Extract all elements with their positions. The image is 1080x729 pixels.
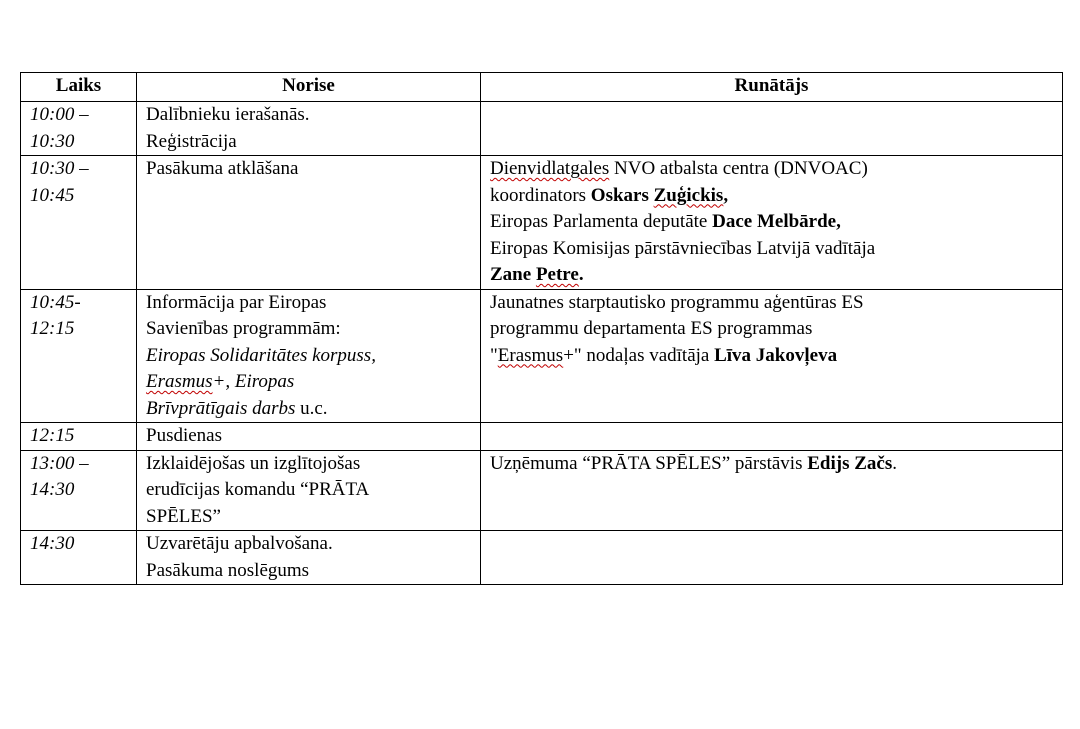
event-line: Uzvarētāju apbalvošana.: [146, 533, 333, 554]
event-cell: [137, 102, 481, 156]
event-line: Pasākuma atklāšana: [146, 158, 299, 179]
time-line: 10:45: [30, 184, 75, 206]
spellcheck-word: Erasmus: [497, 344, 564, 366]
speaker-cell: [481, 531, 1063, 585]
event-line: Pasākuma noslēgums: [146, 559, 310, 581]
time-line: 10:00 –: [30, 104, 89, 125]
time-line: 10:30: [30, 130, 75, 152]
event-line: SPĒLES”: [146, 505, 221, 527]
speaker-line: Jaunatnes starptautisko programmu aģentūras ES: [490, 291, 864, 313]
event-cell: [137, 531, 481, 585]
speaker-cell: [481, 156, 1063, 290]
agenda-table: [20, 72, 1063, 585]
speaker-line: programmu departamenta ES programmas: [490, 318, 813, 339]
speaker-line: Dienvidlatgales NVO atbalsta centra (DNVOAC): [490, 158, 868, 179]
spellcheck-word: Zuģickis: [653, 184, 724, 206]
time-line: 13:00 –: [30, 452, 89, 474]
speaker-line: Eiropas Parlamenta deputāte Dace Melbārde,: [490, 211, 841, 232]
event-cell: [137, 156, 481, 290]
event-cell: [137, 289, 481, 423]
speaker-cell: [481, 289, 1063, 423]
time-line: 14:30: [30, 479, 75, 500]
speaker-cell: [481, 102, 1063, 156]
speaker-line: Eiropas Komisijas pārstāvniecības Latvijā vadītāja: [490, 237, 876, 259]
event-cell: [137, 423, 481, 451]
event-line: Informācija par Eiropas: [146, 291, 327, 313]
time-cell: [21, 531, 137, 585]
time-line: 10:45-: [30, 291, 81, 313]
table-row: [21, 531, 1063, 585]
table-header-row: [21, 73, 1063, 102]
table-row: [21, 450, 1063, 531]
speaker-cell: [481, 450, 1063, 531]
speaker-cell: [481, 423, 1063, 451]
header-event: Norise: [137, 73, 481, 102]
time-cell: [21, 289, 137, 423]
time-cell: [21, 423, 137, 451]
time-cell: [21, 450, 137, 531]
spellcheck-word: Petre: [535, 264, 579, 285]
event-line: Pusdienas: [146, 425, 222, 446]
table-row: [21, 289, 1063, 423]
time-line: 10:30 –: [30, 158, 89, 179]
header-time: Laiks: [21, 73, 137, 102]
table-row: [21, 102, 1063, 156]
spellcheck-word: Dienvidlatgales: [490, 158, 610, 179]
table-row: [21, 156, 1063, 290]
speaker-line: Zane Petre.: [490, 264, 584, 285]
time-line: 14:30: [30, 533, 75, 554]
time-line: 12:15: [30, 318, 75, 339]
table-row: [21, 423, 1063, 451]
spellcheck-word: Erasmus: [146, 371, 213, 392]
speaker-line: koordinators Oskars Zuģickis,: [490, 184, 729, 206]
event-line: erudīcijas komandu “PRĀTA: [146, 479, 370, 500]
event-line: Erasmus+, Eiropas: [146, 371, 295, 392]
time-line: 12:15: [30, 425, 75, 446]
event-line: Eiropas Solidaritātes korpuss,: [146, 344, 376, 366]
speaker-line: Uzņēmuma “PRĀTA SPĒLES” pārstāvis Edijs Začs.: [490, 452, 897, 474]
header-speaker: Runātājs: [481, 73, 1063, 102]
event-line: Izklaidējošas un izglītojošas: [146, 452, 361, 474]
event-line: Savienības programmām:: [146, 318, 341, 339]
event-line: Brīvprātīgais darbs u.c.: [146, 397, 328, 419]
speaker-line: "Erasmus+" nodaļas vadītāja Līva Jakovļeva: [490, 344, 838, 366]
time-cell: [21, 102, 137, 156]
event-cell: [137, 450, 481, 531]
event-line: Dalībnieku ierašanās.: [146, 104, 310, 125]
event-line: Reģistrācija: [146, 130, 237, 152]
time-cell: [21, 156, 137, 290]
